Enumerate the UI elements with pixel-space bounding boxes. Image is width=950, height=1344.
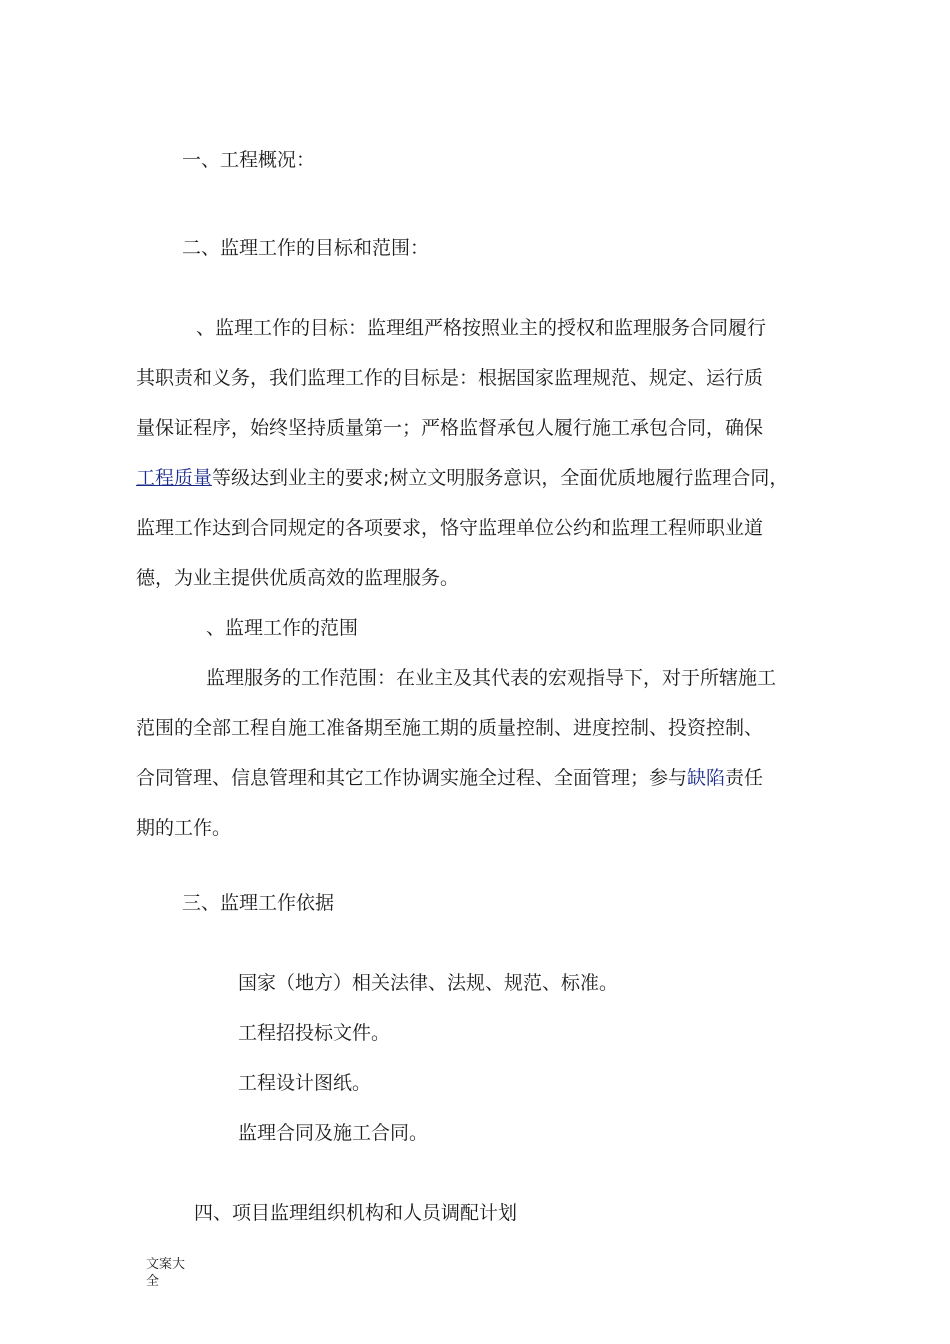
heading-basis: 三、监理工作依据 [182, 892, 335, 914]
goal-paragraph-line [136, 466, 788, 490]
scope-paragraph-line [136, 766, 763, 790]
basis-list-item: 工程设计图纸。 [238, 1072, 372, 1094]
goal-paragraph-line: 量保证程序，始终坚持质量第一；严格监督承包人履行施工承包合同，确保 [136, 417, 764, 439]
defect-link[interactable]: 缺陷 [687, 767, 726, 789]
scope-paragraph-line: 期的工作。 [136, 817, 232, 839]
scope-line-text: 责任 [725, 767, 764, 789]
goal-paragraph-line: 、监理工作的目标：监理组严格按照业主的授权和监理服务合同履行 [196, 317, 767, 339]
heading-overview: 一、工程概况： [182, 149, 316, 171]
goal-paragraph-line: 监理工作达到合同规定的各项要求，恪守监理单位公约和监理工程师职业道 [136, 517, 764, 539]
goal-paragraph-line: 德，为业主提供优质高效的监理服务。 [136, 567, 460, 589]
basis-list-item: 工程招投标文件。 [238, 1022, 391, 1044]
footer-label: 文案大全 [146, 1257, 186, 1289]
goal-paragraph-line: 其职责和义务，我们监理工作的目标是：根据国家监理规范、规定、运行质 [136, 367, 764, 389]
scope-line-text: 合同管理、信息管理和其它工作协调实施全过程、全面管理；参与 [136, 767, 688, 789]
basis-list-item: 监理合同及施工合同。 [238, 1122, 429, 1144]
heading-goal-scope: 二、监理工作的目标和范围： [182, 237, 430, 259]
scope-paragraph-line: 监理服务的工作范围：在业主及其代表的宏观指导下，对于所辖施工 [206, 667, 777, 689]
scope-subheading: 、监理工作的范围 [206, 617, 359, 639]
basis-list-item: 国家（地方）相关法律、法规、规范、标准。 [238, 972, 619, 994]
scope-paragraph-line: 范围的全部工程自施工准备期至施工期的质量控制、进度控制、投资控制、 [136, 717, 764, 739]
goal-line-text: 等级达到业主的要求;树立文明服务意识，全面优质地履行监理合同， [212, 467, 789, 489]
engineering-quality-link[interactable]: 工程质量 [136, 467, 213, 489]
heading-organization: 四、项目监理组织机构和人员调配计划 [194, 1202, 518, 1224]
